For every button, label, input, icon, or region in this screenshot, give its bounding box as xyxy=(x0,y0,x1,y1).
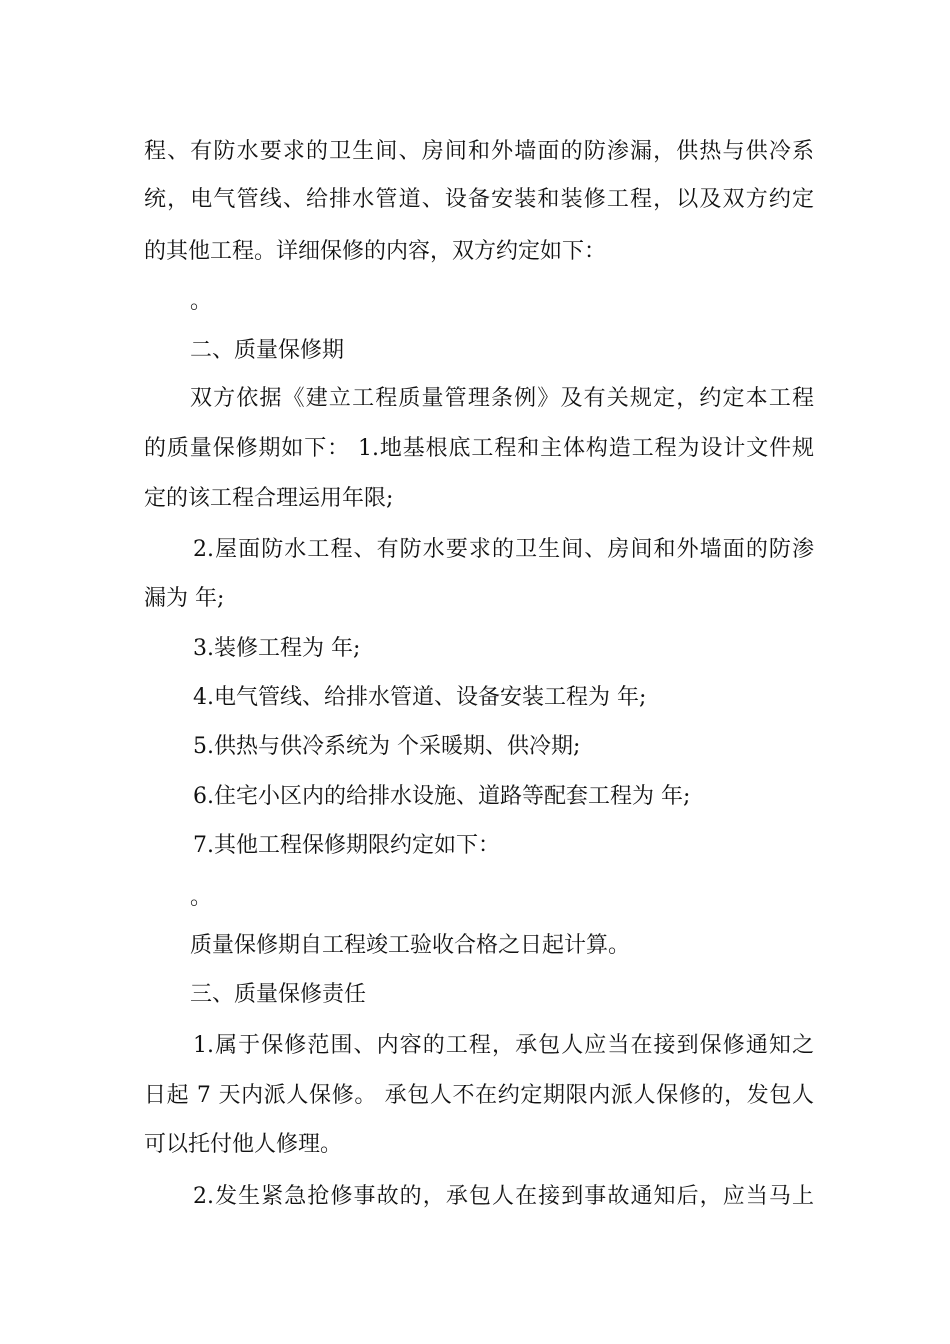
list-item: 5.供热与供冷系统为 个采暖期、供冷期; xyxy=(193,734,581,759)
list-item: 1.属于保修范围、内容的工程，承包人应当在接到保修通知之 xyxy=(193,1033,814,1058)
paragraph-line: 。 xyxy=(190,289,213,314)
paragraph-line: 程、有防水要求的卫生间、房间和外墙面的防渗漏，供热与供冷系 xyxy=(144,139,814,164)
paragraph-line: 统，电气管线、给排水管道、设备安装和装修工程，以及双方约定 xyxy=(144,187,814,212)
paragraph-line: 质量保修期自工程竣工验收合格之日起计算。 xyxy=(190,933,631,958)
list-item: 4.电气管线、给排水管道、设备安装工程为 年; xyxy=(193,685,647,710)
paragraph-line: 的其他工程。详细保修的内容，双方约定如下： xyxy=(144,239,607,264)
paragraph-line: 。 xyxy=(190,885,213,910)
paragraph-line: 的质量保修期如下： 1.地基根底工程和主体构造工程为设计文件规 xyxy=(144,436,814,461)
list-item: 2.屋面防水工程、有防水要求的卫生间、房间和外墙面的防渗 xyxy=(193,537,814,562)
list-item: 3.装修工程为 年; xyxy=(193,636,361,661)
paragraph-line: 双方依据《建立工程质量管理条例》及有关规定，约定本工程 xyxy=(190,386,814,411)
section-heading: 二、质量保修期 xyxy=(190,338,345,363)
paragraph-line: 定的该工程合理运用年限; xyxy=(144,486,394,511)
list-item: 7.其他工程保修期限约定如下： xyxy=(193,833,500,858)
list-item: 6.住宅小区内的给排水设施、道路等配套工程为 年; xyxy=(193,784,691,809)
section-heading: 三、质量保修责任 xyxy=(190,982,367,1007)
paragraph-line: 漏为 年; xyxy=(144,586,225,611)
paragraph-line: 日起 7 天内派人保修。 承包人不在约定期限内派人保修的，发包人 xyxy=(144,1083,814,1108)
paragraph-line: 可以托付他人修理。 xyxy=(144,1132,343,1157)
list-item: 2.发生紧急抢修事故的，承包人在接到事故通知后，应当马上 xyxy=(193,1184,814,1209)
